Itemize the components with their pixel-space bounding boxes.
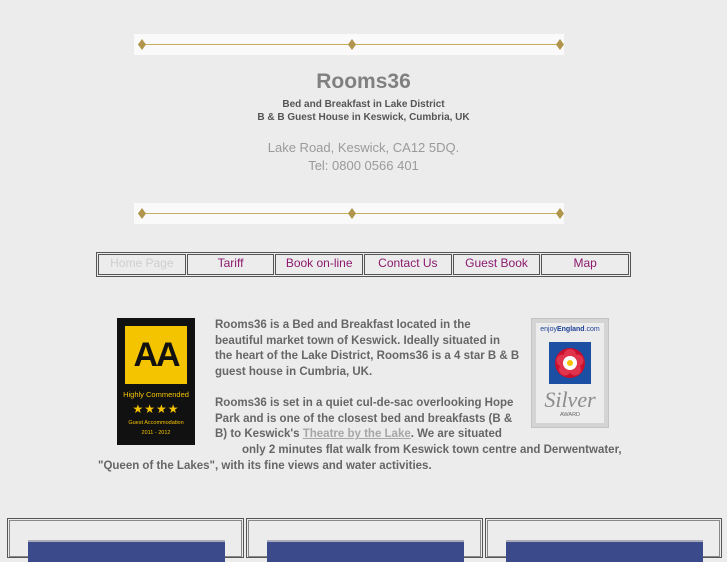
nav-contact-us[interactable]: Contact Us (364, 254, 452, 275)
award-label: AWARD (559, 412, 581, 418)
gallery-thumbnail[interactable] (28, 540, 225, 562)
gallery-thumbnail[interactable] (506, 540, 703, 562)
location-text: B) to Keswick's (215, 428, 303, 441)
intro-line: beautiful market town of Keswick. Ideally situated in (215, 334, 501, 347)
bottom-ornamental-divider (134, 203, 564, 224)
aa-highly-commended-badge (117, 318, 195, 445)
nav-map[interactable]: Map (541, 254, 629, 275)
location-text: . We are situated (410, 428, 502, 441)
gallery-cell (485, 518, 722, 558)
intro-line: guest house in Cumbria, UK. (215, 366, 373, 379)
gallery-thumbnail[interactable] (267, 540, 464, 562)
site-title: Rooms36 (316, 70, 411, 93)
theatre-by-the-lake-link[interactable]: Theatre by the Lake (302, 428, 411, 441)
tudor-rose-icon (549, 342, 591, 384)
nav-home-page[interactable]: Home Page (98, 254, 186, 275)
enjoy-england-brand (536, 326, 604, 333)
intro-paragraph (215, 318, 520, 381)
brand-bold: England (556, 326, 585, 333)
bottom-gallery-row (7, 518, 727, 548)
location-line: Park and is one of the closest bed and breakfasts (B & (215, 412, 513, 425)
location-line: "Queen of the Lakes", with its fine views and water activities. (98, 459, 432, 472)
aa-guest-accommodation-text: Guest Accommodation (128, 420, 184, 426)
badge-inner (536, 323, 604, 423)
aa-stars: ★★★★ (132, 402, 180, 416)
gallery-cell (246, 518, 483, 558)
phone-number: Tel: 0800 0566 401 (308, 158, 419, 173)
aa-logo: AA (125, 326, 187, 384)
nav-guest-book[interactable]: Guest Book (453, 254, 541, 275)
intro-line: the heart of the Lake District, Rooms36 is a 4 star B & B (215, 350, 520, 363)
location-line: only 2 minutes flat walk from Keswick town centre and Derwentwater, (242, 444, 622, 457)
aa-years-text: 2011 - 2012 (141, 430, 171, 436)
main-navigation (96, 252, 631, 277)
top-ornamental-divider (134, 34, 564, 55)
gallery-cell (7, 518, 244, 558)
location-line (215, 427, 515, 443)
location-line: Rooms36 is set in a quiet cul-de-sac overlooking Hope (215, 397, 514, 409)
silver-award-text: Silver (544, 387, 596, 412)
brand-post: .com (584, 326, 600, 333)
nav-tariff[interactable]: Tariff (187, 254, 275, 275)
nav-book-online[interactable]: Book on-line (275, 254, 363, 275)
address: Lake Road, Keswick, CA12 5DQ. (267, 140, 460, 155)
enjoy-england-silver-award-badge (531, 318, 609, 428)
tagline-guest-house: B & B Guest House in Keswick, Cumbria, UK (257, 112, 470, 123)
tagline-bed-and-breakfast: Bed and Breakfast in Lake District (282, 99, 445, 110)
aa-commended-text: Highly Commended (123, 390, 189, 399)
intro-line: Rooms36 is a Bed and Breakfast located in the (215, 319, 471, 331)
brand-pre: enjoy (540, 326, 557, 333)
